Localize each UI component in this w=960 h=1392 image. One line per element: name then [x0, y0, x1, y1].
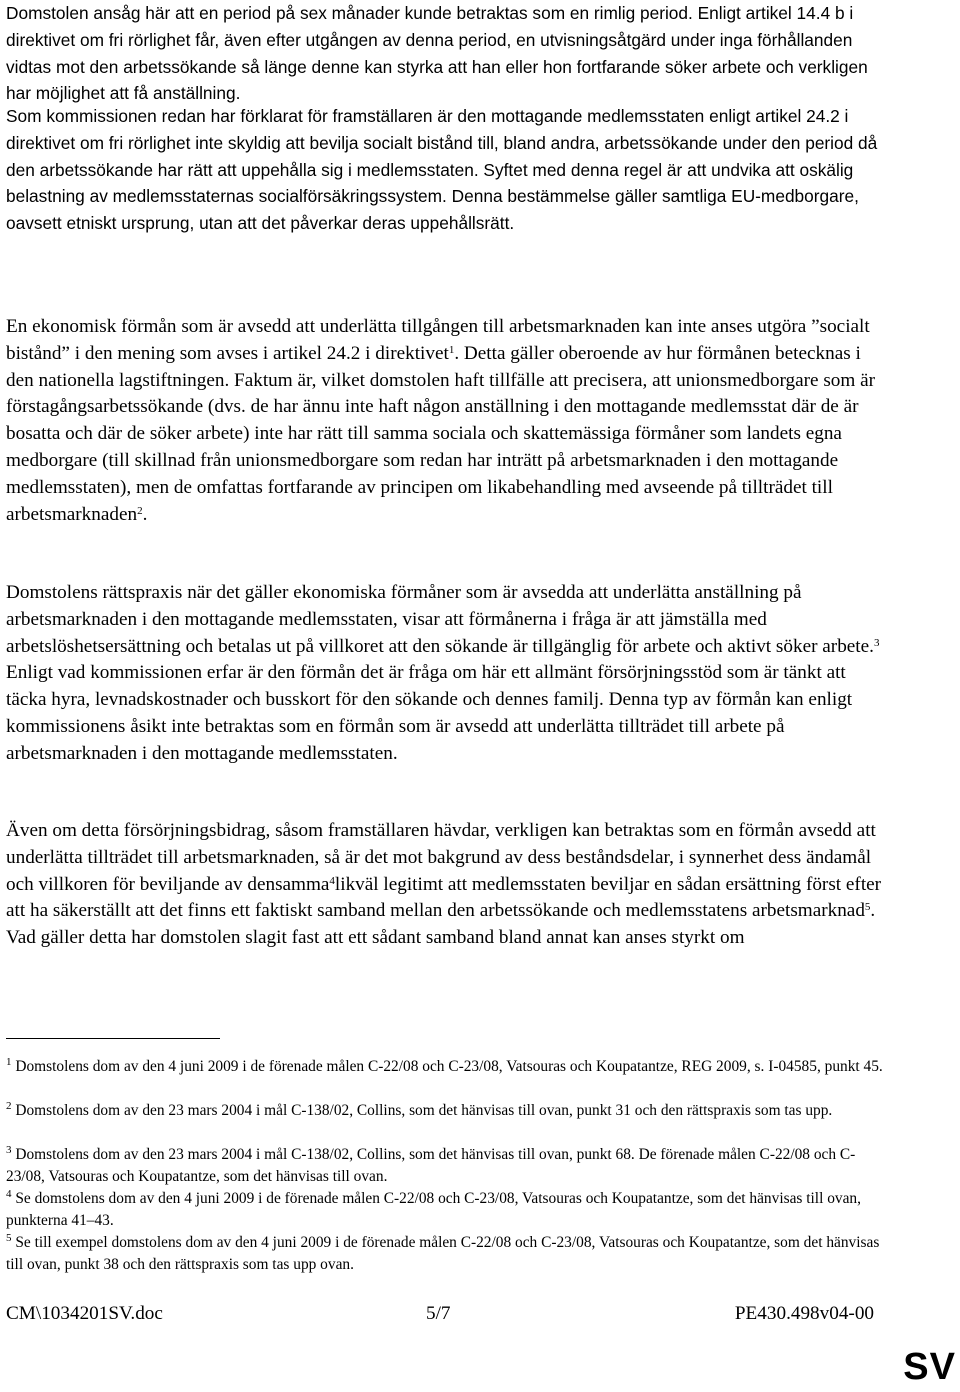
footnote-number: 2 — [6, 1100, 12, 1112]
page-number: 5/7 — [426, 1303, 451, 1324]
paragraph-5 — [6, 818, 886, 952]
footnote-number: 5 — [6, 1232, 12, 1244]
footnote-number: 4 — [6, 1188, 12, 1200]
footnote-divider — [6, 1038, 220, 1039]
paragraph-3-text-b: . Detta gäller oberoende av hur förmånen betecknas i den nationella lagstiftningen. Faktum är, vilket domstolen haft tillfälle att precisera, att unionsmedborgare som är förstagångsarbetssökande (dvs. de har ännu inte haft någon anställning i den mottagande medlemsstat där de är bosatta och där de söker arbete) inte har rätt till samma sociala och skattemässiga förmåner som landets egna medborgare (till skillnad från unionsmedborgare som redan har inträtt på arbetsmarknaden i den mottagande medlemsstaten), men de omfattas fortfarande av principen om likabehandling med avseende på tillträdet till arbetsmarknaden — [6, 342, 876, 525]
paragraph-4 — [6, 580, 886, 768]
footnote-5 — [6, 1232, 886, 1276]
paragraph-4-text-a: Domstolens rättspraxis när det gäller ekonomiska förmåner som är avsedda att underlätta anställning på arbetsmarknaden i den mottagande medlemsstaten, visar att förmånerna i fråga är att jämställa med arbetslöshetsersättning och betalas ut på villkoret att den sökande är tillgänglig för arbete och aktivt söker arbete. — [6, 582, 874, 657]
footnote-number: 3 — [6, 1144, 12, 1156]
paragraph-5-text-b: likväl legitimt att medlemsstaten beviljar en sådan ersättning först efter att ha säkerställt att det finns ett faktiskt samband mellan den arbetssökande och medlemsstatens arbetsmarknad — [6, 873, 882, 922]
paragraph-1-text: Domstolen ansåg här att en period på sex månader kunde betraktas som en rimlig period. Enligt artikel 14.4 b i direktivet om fri rörlighet får, även efter utgången av denna period, en utvisningsåtgärd under inga förhållanden vidtas mot den arbetssökande så länge denne kan styrka att han eller hon fortfarande söker arbete och verkligen har möjlighet att få anställning. — [6, 3, 868, 104]
footnote-ref-2[interactable]: 2 — [137, 504, 143, 517]
footnote-4 — [6, 1188, 886, 1232]
paragraph-3 — [6, 314, 886, 528]
footnote-text: Se till exempel domstolens dom av den 4 juni 2009 i de förenade målen C-22/08 och C-23/08, Vatsouras och Koupatantze, som det hänvisas till ovan, punkt 38 och den rättspraxis som tas upp ovan. — [6, 1234, 880, 1273]
paragraph-3-text-c: . — [142, 503, 148, 525]
footnote-text: Domstolens dom av den 23 mars 2004 i mål C-138/02, Collins, som det hänvisas till ovan, punkt 68. De förenade målen C-22/08 och C-23/08, Vatsouras och Koupatantze, som det hänvisas till ovan. — [6, 1146, 856, 1185]
paragraph-4-text-b: Enligt vad kommissionen erfar är den förmån det är fråga om här ett allmänt försörjningsstöd som är tänkt att täcka hyra, levnadskostnader och busskort för den sökande och dennes familj. Denna typ av förmån kan enligt kommissionens åsikt inte betraktas som en förmån som är avsedd att underlätta tillträdet till arbete på arbetsmarknaden i den mottagande medlemsstaten. — [6, 662, 853, 764]
paragraph-5-text-a: Även om detta försörjningsbidrag, såsom framställaren hävdar, verkligen kan betraktas som en förmån avsedd att underlätta tillträdet till arbetsmarknaden, så är det mot bakgrund av dess beståndsdelar, i synnerhet dess ändamål och villkoren för beviljande av densamma — [6, 820, 876, 895]
paragraph-5-text-c: . Vad gäller detta har domstolen slagit fast att ett sådant samband bland annat kan anses styrkt om — [6, 900, 876, 949]
footnote-ref-3[interactable]: 3 — [873, 636, 880, 649]
footnote-ref-5[interactable]: 5 — [864, 901, 871, 914]
paragraph-2 — [6, 103, 886, 237]
footnote-1 — [6, 1056, 886, 1078]
footnote-text: Domstolens dom av den 4 juni 2009 i de förenade målen C-22/08 och C-23/08, Vatsouras och Koupatantze, REG 2009, s. I-04585, punkt 45. — [11, 1058, 883, 1075]
footnote-text: Se domstolens dom av den 4 juni 2009 i de förenade målen C-22/08 och C-23/08, Vatsouras och Koupatantze, som det hänvisas till ovan, punkterna 41–43. — [6, 1190, 861, 1229]
paragraph-1 — [6, 0, 886, 107]
page-footer — [6, 1303, 874, 1327]
document-reference: CM\1034201SV.doc — [6, 1303, 163, 1324]
paragraph-3-text-a: En ekonomisk förmån som är avsedd att underlätta tillgången till arbetsmarknaden kan inte anses utgöra ”socialt bistånd” i den mening som avses i artikel 24.2 i direktivet — [6, 316, 870, 364]
footnote-ref-1[interactable]: 1 — [448, 343, 455, 356]
paragraph-2-text: Som kommissionen redan har förklarat för framställaren är den mottagande medlemsstaten enligt artikel 24.2 i direktivet om fri rörlighet inte skyldig att bevilja socialt bistånd till, bland andra, arbetssökande under den period då den arbetssökande har rätt att uppehålla sig i medlemsstaten. Syftet med denna regel är att undvika att oskälig belastning av medlemsstaternas socialförsäkringssystem. Denna bestämmelse gäller samtliga EU-medborgare, oavsett etniskt ursprung, utan att det påverkar deras uppehållsrätt. — [6, 106, 878, 234]
pe-reference: PE430.498v04-00 — [734, 1303, 874, 1324]
footnote-text: Domstolens dom av den 23 mars 2004 i mål C-138/02, Collins, som det hänvisas till ovan, punkt 31 och den rättspraxis som tas upp. — [11, 1102, 833, 1119]
language-code: SV — [903, 1346, 956, 1388]
footnote-2 — [6, 1100, 886, 1122]
footnote-ref-4[interactable]: 4 — [329, 874, 335, 887]
footnote-number: 1 — [6, 1056, 12, 1068]
footnote-3 — [6, 1144, 886, 1188]
